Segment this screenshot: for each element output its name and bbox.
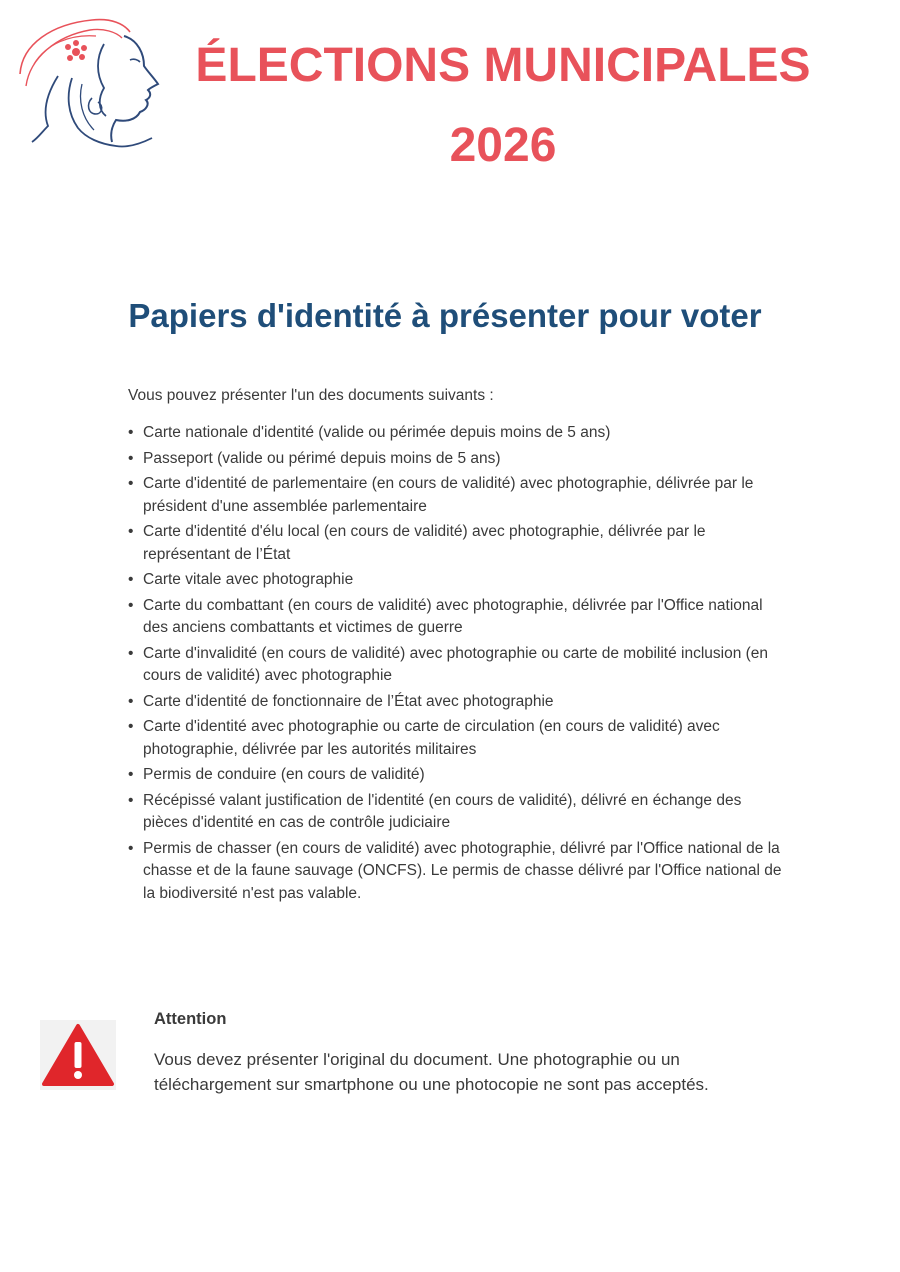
list-item: • Permis de conduire (en cours de validité)	[128, 764, 788, 787]
list-item: • Passeport (valide ou périmé depuis moins de 5 ans)	[128, 448, 788, 471]
list-item: • Carte vitale avec photographie	[128, 569, 788, 592]
title-line-1: ÉLECTIONS MUNICIPALES	[195, 39, 811, 92]
warning-icon-box	[40, 1020, 116, 1090]
list-item: • Carte d'identité avec photographie ou carte de circulation (en cours de validité) avec photographie, délivrée par les autorités militaires	[128, 716, 788, 761]
attention-title: Attention	[154, 1010, 227, 1028]
warning-triangle-icon	[40, 1020, 116, 1090]
title-line-2: 2026	[449, 119, 557, 172]
flower-icon	[65, 40, 87, 61]
list-item: • Carte d'identité de fonctionnaire de l’État avec photographie	[128, 691, 788, 714]
list-item: • Carte d'identité de parlementaire (en cours de validité) avec photographie, délivrée par le président d'une assemblée parlementaire	[128, 473, 788, 518]
list-item: • Carte d'identité d'élu local (en cours de validité) avec photographie, délivrée par le représentant de l’État	[128, 521, 788, 566]
list-item: • Carte du combattant (en cours de validité) avec photographie, délivrée par l'Office national des anciens combattants et victimes de guerre	[128, 595, 788, 640]
list-item: • Récépissé valant justification de l'identité (en cours de validité), délivré en échange des pièces d'identité en cas de contrôle judiciaire	[128, 790, 788, 835]
list-item: • Permis de chasser (en cours de validité) avec photographie, délivré par l'Office national de la chasse et de la faune sauvage (ONCFS). Le permis de chasse délivré par l'Office national de la biodiversité n'est pas valable.	[128, 838, 788, 906]
list-item: • Carte nationale d'identité (valide ou périmée depuis moins de 5 ans)	[128, 422, 788, 445]
intro-text: Vous pouvez présenter l'un des documents suivants :	[128, 387, 494, 404]
marianne-logo	[12, 14, 172, 150]
list-item: • Carte d'invalidité (en cours de validité) avec photographie ou carte de mobilité inclusion (en cours de validité) avec photographie	[128, 643, 788, 688]
documents-list	[128, 422, 788, 908]
attention-text: Vous devez présenter l'original du document. Une photographie ou un téléchargement sur smartphone ou une photocopie ne sont pas acceptés.	[154, 1050, 709, 1094]
page-heading: Papiers d'identité à présenter pour voter	[128, 297, 762, 334]
